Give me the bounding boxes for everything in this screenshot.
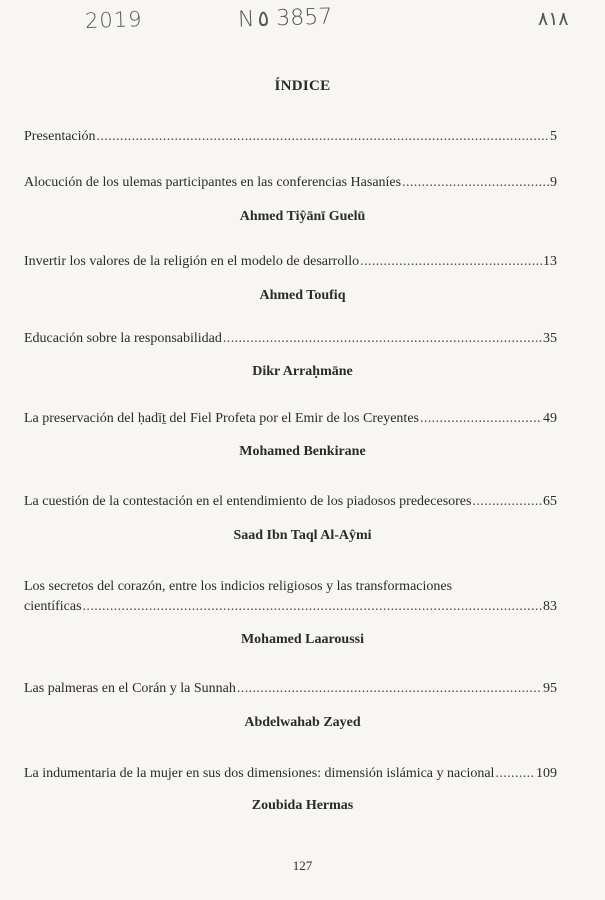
toc-entry-page: 5 bbox=[550, 129, 557, 144]
toc-entry[interactable] bbox=[24, 765, 557, 782]
toc-entry-author: Saad Ibn Taql Al-Aŷmi bbox=[233, 528, 372, 543]
toc-entry-author: Ahmed Toufiq bbox=[259, 288, 346, 303]
page-title: ÍNDICE bbox=[274, 78, 331, 94]
toc-entry-page: 83 bbox=[543, 599, 557, 614]
toc-entry-author: Abdelwahab Zayed bbox=[244, 715, 361, 730]
toc-entry-author: Mohamed Laaroussi bbox=[240, 632, 365, 647]
toc-entry-title: Invertir los valores de la religión en el modelo de desarrollo bbox=[24, 254, 360, 269]
dot-leader bbox=[237, 680, 542, 697]
dot-leader bbox=[402, 174, 549, 191]
toc-entry-page: 49 bbox=[543, 411, 557, 426]
toc-entry[interactable] bbox=[24, 410, 557, 427]
toc-entry-page: 95 bbox=[543, 681, 557, 696]
toc-entry-title: La cuestión de la contestación en el entendimiento de los piadosos predecesores bbox=[24, 494, 472, 509]
toc-entry[interactable] bbox=[24, 174, 557, 191]
toc-entry-author: Ahmed Tiŷānī Guelū bbox=[239, 209, 366, 224]
handwritten-year: 2019 bbox=[84, 7, 143, 33]
dot-leader bbox=[97, 128, 549, 145]
toc-entry-author: Zoubida Hermas bbox=[251, 798, 354, 813]
dot-leader bbox=[420, 410, 542, 427]
page-number: 127 bbox=[292, 858, 313, 873]
toc-entry-title: Los secretos del corazón, entre los indicios religiosos y las transformaciones bbox=[24, 579, 453, 594]
dot-leader bbox=[495, 765, 535, 782]
dot-leader bbox=[83, 598, 542, 615]
toc-entry[interactable] bbox=[24, 253, 557, 270]
toc-entry-title: La indumentaria de la mujer en sus dos dimensiones: dimensión islámica y nacional bbox=[24, 766, 495, 781]
dot-leader bbox=[472, 493, 542, 510]
toc-entry-title-continued: científicas bbox=[24, 599, 82, 614]
handwritten-inventory-number: N٥ 3857 bbox=[237, 4, 333, 33]
toc-entry-title: La preservación del ḥadīṯ del Fiel Profeta por el Emir de los Creyentes bbox=[24, 411, 419, 426]
toc-entry[interactable] bbox=[24, 128, 557, 145]
toc-entry-title: Alocución de los ulemas participantes en las conferencias Hasaníes bbox=[24, 175, 402, 190]
toc-entry-page: 109 bbox=[536, 766, 557, 781]
toc-entry-title: Educación sobre la responsabilidad bbox=[24, 331, 222, 346]
handwritten-page-mark: ٨١٨ bbox=[538, 8, 569, 30]
toc-entry[interactable] bbox=[24, 680, 557, 697]
toc-entry[interactable] bbox=[24, 493, 557, 510]
toc-entry-author: Mohamed Benkirane bbox=[239, 444, 366, 459]
toc-entry-author: Dikr Arraḥmāne bbox=[252, 364, 353, 379]
dot-leader bbox=[360, 253, 542, 270]
toc-entry-title: Las palmeras en el Corán y la Sunnah bbox=[24, 681, 236, 696]
toc-entry[interactable] bbox=[24, 578, 557, 615]
toc-entry-title: Presentación bbox=[24, 129, 96, 144]
toc-entry[interactable] bbox=[24, 330, 557, 347]
toc-entry-page: 35 bbox=[543, 331, 557, 346]
toc-entry-page: 9 bbox=[550, 175, 557, 190]
dot-leader bbox=[223, 330, 542, 347]
toc-entry-page: 65 bbox=[543, 494, 557, 509]
toc-entry-page: 13 bbox=[543, 254, 557, 269]
